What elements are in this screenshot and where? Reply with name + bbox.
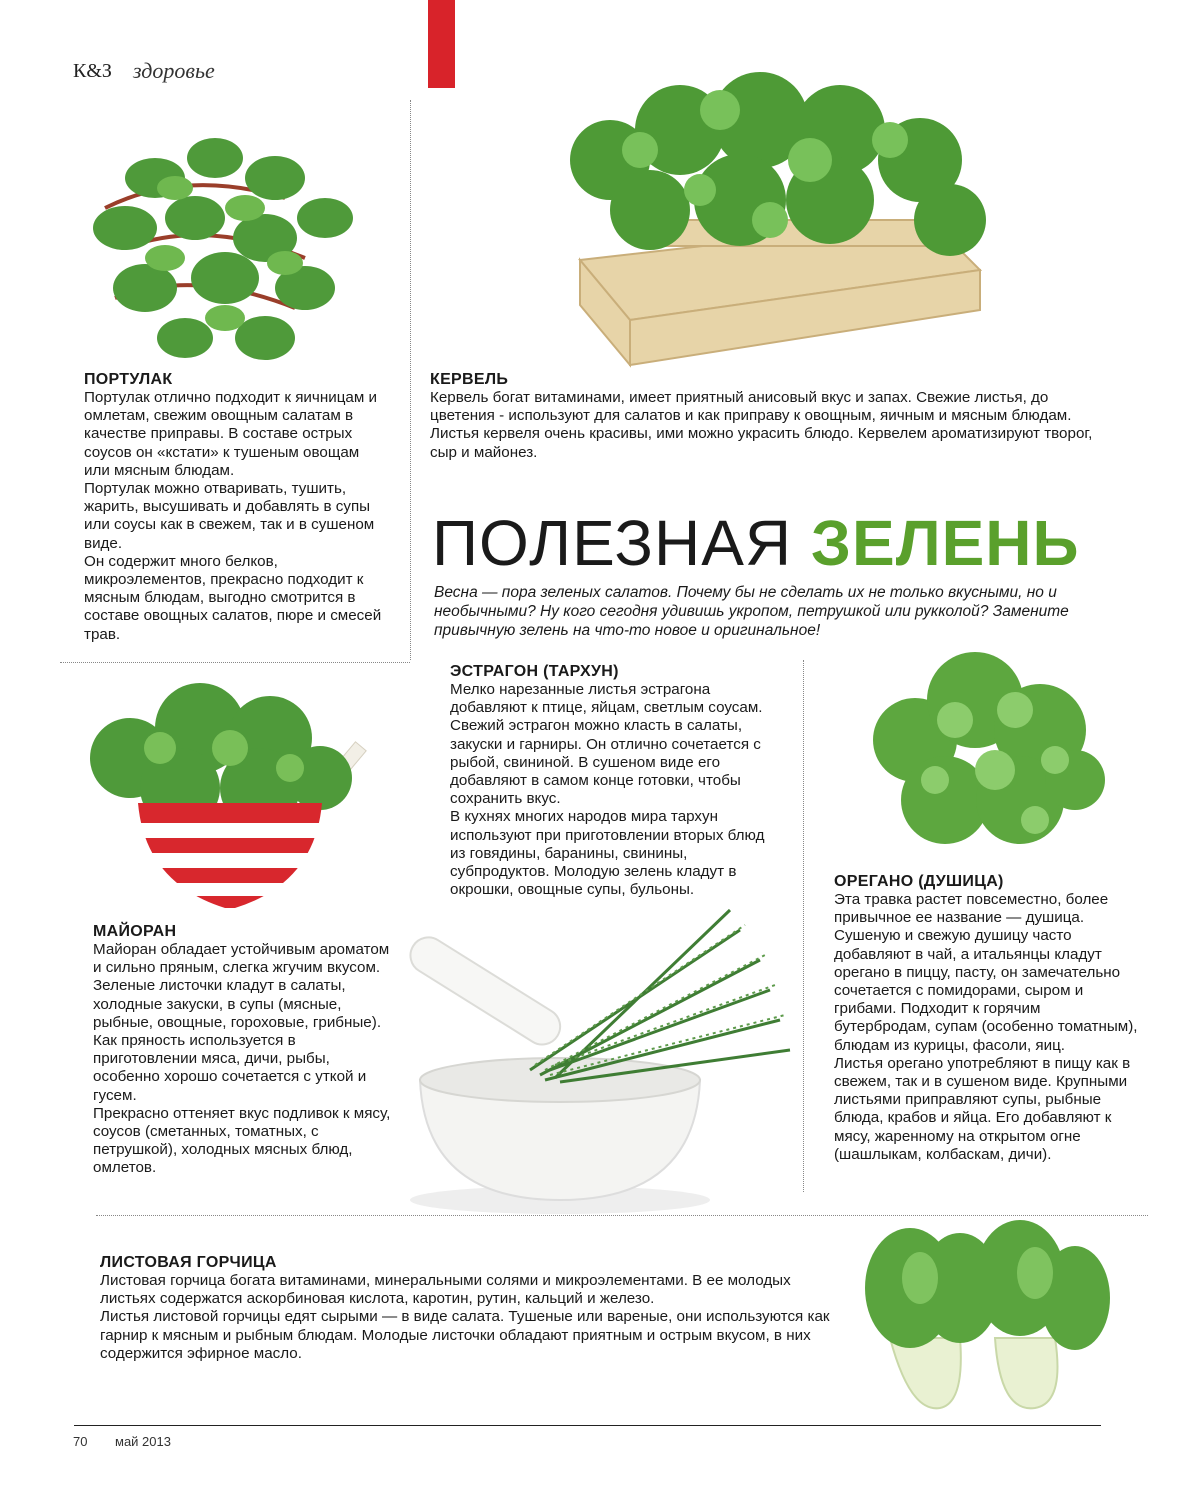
- section-divider: [60, 662, 410, 663]
- portulak-paragraph: Портулак отлично подходит к яичницам и омлетам, свежим овощным салатам в качестве приправы. В составе острых соусов он «кстати» к тушеным овощам или мясным блюдам.: [84, 389, 377, 479]
- portulak-heading: ПОРТУЛАК: [84, 371, 173, 388]
- estragon-paragraph: Мелко нарезанные листья эстрагона добавляют к птице, яйцам, светлым соусам. Свежий эстрагон можно класть в салаты, закуски и гарниры. Он отлично сочетается с рыбой, свининой. В сушеном виде его добавляют в самом конце готовки, чтобы сохранить вкус.: [450, 681, 763, 808]
- gorchica-article: [100, 1254, 830, 1363]
- chervil-crate-photo: [510, 50, 1030, 375]
- oregano-photo: [845, 640, 1110, 855]
- majoran-article: [93, 923, 395, 1178]
- purslane-photo: [45, 88, 385, 378]
- section-title: здоровье: [133, 58, 215, 83]
- magazine-logo: К&З: [73, 60, 112, 82]
- estragon-heading: ЭСТРАГОН (ТАРХУН): [450, 663, 619, 680]
- footer-rule: [74, 1425, 1101, 1426]
- majoran-paragraph: Майоран обладает устойчивым ароматом и сильно пряным, слегка жгучим вкусом. Зеленые листочки кладут в салаты, холодные закуски, в супы (мясные, рыбные, овощные, гороховые, грибные).: [93, 941, 390, 1031]
- portulak-paragraph: Портулак можно отваривать, тушить, жарить, высушивать и добавлять в супы или соусы как в свежем, так и в сушеном виде.: [84, 480, 375, 552]
- portulak-paragraph: Он содержит много белков, микроэлементов, прекрасно подходит к мясным блюдам, выгодно смотрится в составе овощных салатов, пюре и смесей трав.: [84, 552, 382, 643]
- estragon-paragraph: В кухнях многих народов мира тархун используют при приготовлении вторых блюд из говядины, баранины, свинины, субпродуктов. Молодую зелень кладут в окрошки, овощные супы, бульоны.: [450, 808, 765, 899]
- title-part-2: ЗЕЛЕНЬ: [810, 507, 1080, 579]
- kervel-article: [430, 371, 1100, 462]
- marjoram-pot-photo: [60, 668, 380, 918]
- oregano-article: [834, 873, 1139, 1164]
- lead-paragraph: Весна — пора зеленых салатов. Почему бы не сделать их не только вкусными, но и необычными? Ну кого сегодня удивишь укропом, петрушкой или рукколой? Замените привычную зелень на что-то новое и оригинальное!: [434, 584, 1069, 639]
- estragon-article: [450, 663, 775, 899]
- red-tab-accent: [428, 0, 455, 88]
- title-part-1: ПОЛЕЗНАЯ: [432, 507, 793, 579]
- rosemary-mortar-photo: [380, 900, 840, 1220]
- oregano-paragraph: Листья орегано употребляют в пищу как в свежем, так и в сушеном виде. Крупными листьями приправляют супы, рыбные блюда, крабов и яйца. Его добавляют к мясу, жаренному на открытом огне (шашлыкам, колбаскам, дичи).: [834, 1054, 1131, 1163]
- page-title: [432, 506, 1080, 580]
- bok-choy-photo: [850, 1218, 1115, 1413]
- gorchica-heading: ЛИСТОВАЯ ГОРЧИЦА: [100, 1254, 277, 1271]
- majoran-paragraph: Прекрасно оттеняет вкус подливок к мясу, соусов (сметанных, томатных, с петрушкой), холодных мясных блюд, омлетов.: [93, 1104, 391, 1177]
- gorchica-paragraph: Листовая горчица богата витаминами, минеральными солями и микроэлементами. В ее молодых листьях содержатся аскорбиновая кислота, каротин, рутин, кальций и железо.: [100, 1272, 791, 1308]
- oregano-heading: ОРЕГАНО (ДУШИЦА): [834, 873, 1004, 890]
- oregano-paragraph: Эта травка растет повсеместно, более привычное ее название — душица. Сушеную и свежую душицу часто добавляют в чай, а итальянцы кладут орегано в пиццу, пасту, он замечательно сочетается с помидорами, сыром и грибами. Подходит к горячим бутербродам, супам (особенно томатным), блюдам из курицы, фасоли, яиц.: [834, 891, 1138, 1054]
- majoran-heading: МАЙОРАН: [93, 923, 177, 940]
- portulak-article: [84, 371, 384, 644]
- kervel-paragraph: Листья кервеля очень красивы, ими можно украсить блюдо. Кервелем ароматизируют творог, сыр и майонез.: [430, 425, 1093, 461]
- page-number: 70: [73, 1434, 88, 1449]
- gorchica-paragraph: Листья листовой горчицы едят сырыми — в виде салата. Тушеные или вареные, они используются как гарнир к мясным и рыбным блюдам. Молодые листочки обладают приятным и острым вкусом, в них содержится эфирное масло.: [100, 1308, 830, 1362]
- kervel-paragraph: Кервель богат витаминами, имеет приятный анисовый вкус и запах. Свежие листья, до цветения - используют для салатов и как приправу к овощным, яичным и мясным блюдам.: [430, 389, 1072, 425]
- majoran-paragraph: Как пряность используется в приготовлении мяса, дичи, рыбы, особенно хорошо сочетается с уткой и гусем.: [93, 1032, 367, 1104]
- issue-date: май 2013: [115, 1434, 171, 1449]
- column-divider: [410, 100, 411, 660]
- kervel-heading: КЕРВЕЛЬ: [430, 371, 509, 388]
